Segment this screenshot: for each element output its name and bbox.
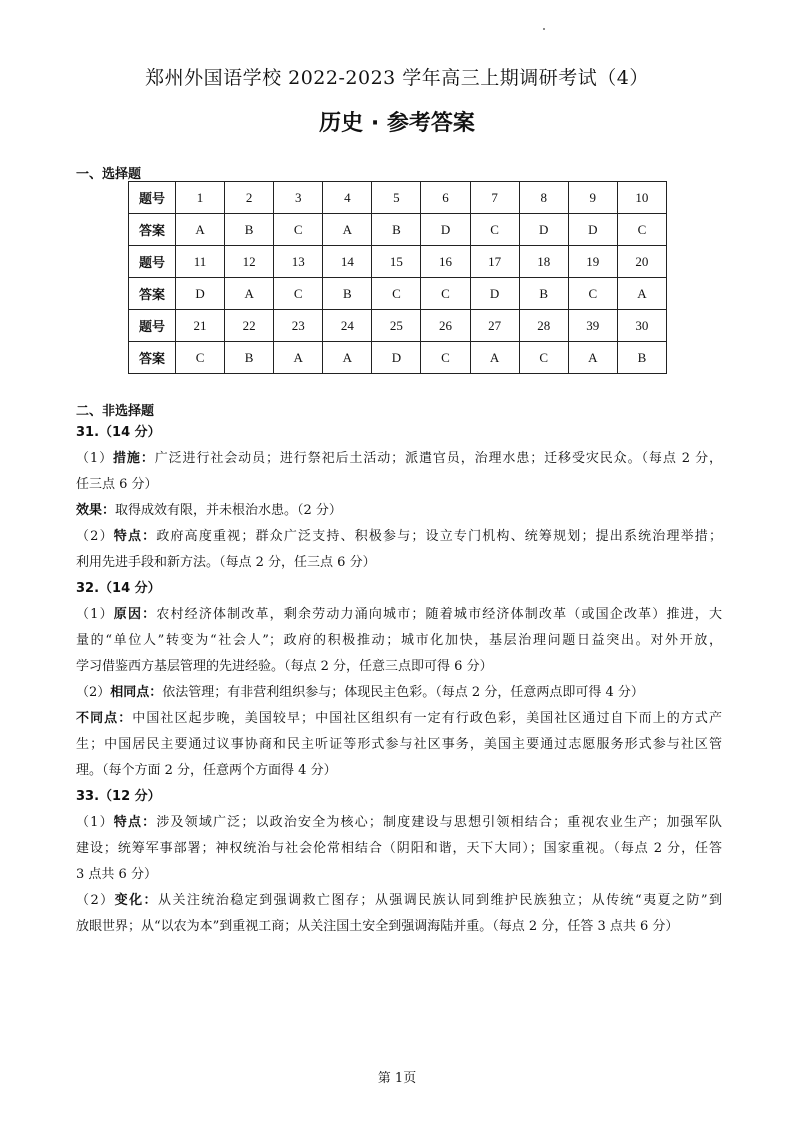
answer-cell: D	[372, 342, 421, 374]
q31-header: 31.（14 分）	[76, 425, 161, 440]
q32-p1-line1: 农村经济体制改革，剩余劳动力涌向城市；随着城市经济体制改革（或国企改革）推进，大	[156, 607, 722, 622]
q32-p1-prefix: （1）	[76, 607, 114, 622]
answer-cell: B	[225, 214, 274, 246]
answer-cell: D	[470, 278, 519, 310]
question-number-cell: 2	[225, 182, 274, 214]
q31-block	[76, 420, 722, 940]
question-number-cell: 9	[568, 182, 617, 214]
q31-p3-line1: 政府高度重视；群众广泛支持、积极参与；设立专门机构、统筹规划；提出系统治理举措；	[156, 529, 722, 544]
answer-cell: B	[372, 214, 421, 246]
q33-p2-label: 变化：	[114, 893, 159, 908]
question-number-cell: 21	[176, 310, 225, 342]
section-2-heading: 二、非选择题	[76, 404, 155, 419]
q33-p1	[76, 810, 722, 836]
q31-p2	[76, 498, 722, 524]
question-number-cell: 4	[323, 182, 372, 214]
q31-p3-label: 特点：	[113, 529, 157, 544]
question-number-cell: 19	[568, 246, 617, 278]
row-label-number: 题号	[129, 246, 176, 278]
question-number-cell: 3	[274, 182, 323, 214]
answer-cell: D	[176, 278, 225, 310]
question-number-cell: 6	[421, 182, 470, 214]
answer-cell: D	[568, 214, 617, 246]
q32-p1-cont2: 学习借鉴西方基层管理的先进经验。（每点 2 分，任意三点即可得 6 分）	[76, 659, 493, 674]
q32-p2	[76, 680, 722, 706]
q33-p1-cont2: 3 点共 6 分）	[76, 867, 157, 882]
exam-title: 郑州外国语学校 2022-2023 学年高三上期调研考试（4）	[145, 67, 649, 89]
question-number-row	[129, 310, 667, 342]
question-number-cell: 12	[225, 246, 274, 278]
answer-cell: C	[176, 342, 225, 374]
q31-p3-cont: 利用先进手段和新方法。（每点 2 分，任三点 6 分）	[76, 555, 376, 570]
q32-p3	[76, 706, 722, 732]
q31-p2-text: 取得成效有限，并未根治水患。（2 分）	[115, 503, 342, 518]
question-number-cell: 8	[519, 182, 568, 214]
question-number-cell: 18	[519, 246, 568, 278]
answer-row	[129, 278, 667, 310]
answer-cell: B	[617, 342, 666, 374]
q32-p3-line1: 中国社区起步晚，美国较早；中国社区组织有一定有行政色彩，美国社区通过自下而上的方式产	[132, 711, 722, 726]
answer-cell: B	[225, 342, 274, 374]
q33-p2-prefix: （2）	[76, 893, 115, 908]
q31-p1-label: 措施：	[113, 451, 155, 466]
q33-p1-prefix: （1）	[76, 815, 114, 830]
q33-p2	[76, 888, 722, 914]
answer-row	[129, 342, 667, 374]
answer-row	[129, 214, 667, 246]
q31-p3-prefix: （2）	[76, 529, 114, 544]
q31-p3	[76, 524, 722, 550]
question-number-row	[129, 182, 667, 214]
answer-cell: B	[323, 278, 372, 310]
answer-cell: C	[617, 214, 666, 246]
question-number-cell: 28	[519, 310, 568, 342]
answer-cell: A	[470, 342, 519, 374]
row-label-answer: 答案	[129, 214, 176, 246]
answer-cell: C	[470, 214, 519, 246]
q33-header: 33.（12 分）	[76, 789, 161, 804]
answer-cell: C	[568, 278, 617, 310]
row-label-answer: 答案	[129, 342, 176, 374]
q32-p2-text: 依法管理；有非营利组织参与；体现民主色彩。（每点 2 分，任意两点即可得 4 分）	[162, 685, 644, 700]
question-number-cell: 15	[372, 246, 421, 278]
question-number-cell: 22	[225, 310, 274, 342]
answer-cell: C	[372, 278, 421, 310]
answer-cell: C	[519, 342, 568, 374]
scan-dot	[543, 28, 545, 30]
answer-cell: C	[421, 342, 470, 374]
answer-cell: C	[274, 214, 323, 246]
question-number-cell: 13	[274, 246, 323, 278]
q33-p2-line1: 从关注统治稳定到强调救亡图存；从强调民族认同到维护民族独立；从传统“夷夏之防”到	[158, 893, 722, 908]
q32-p3-cont1: 生；中国居民主要通过议事协商和民主听证等形式参与社区事务，美国主要通过志愿服务形式参与社区管	[76, 737, 722, 752]
q32-p1-label: 原因：	[113, 607, 157, 622]
q32-p3-label: 不同点：	[76, 711, 133, 726]
answer-cell: A	[274, 342, 323, 374]
q33-p1-cont1: 建设；统筹军事部署；神权统治与社会伦常相结合（阴阳和谐，天下大同）；国家重视。（每点 2 分，任答	[76, 841, 722, 856]
q31-p2-label: 效果：	[76, 503, 116, 518]
section-1-heading: 一、选择题	[76, 167, 142, 182]
row-label-number: 题号	[129, 310, 176, 342]
q32-header: 32.（14 分）	[76, 581, 161, 596]
q32-p2-label: 相同点：	[110, 685, 163, 700]
answer-table	[128, 181, 667, 374]
question-number-cell: 30	[617, 310, 666, 342]
answer-cell: A	[323, 342, 372, 374]
question-number-cell: 25	[372, 310, 421, 342]
answer-cell: C	[421, 278, 470, 310]
question-number-cell: 11	[176, 246, 225, 278]
row-label-answer: 答案	[129, 278, 176, 310]
question-number-cell: 14	[323, 246, 372, 278]
question-number-cell: 27	[470, 310, 519, 342]
page-subtitle: 历史 · 参考答案	[319, 111, 475, 136]
question-number-cell: 23	[274, 310, 323, 342]
answer-cell: D	[519, 214, 568, 246]
question-number-cell: 10	[617, 182, 666, 214]
question-number-row	[129, 246, 667, 278]
q31-p1-cont: 任三点 6 分）	[76, 477, 158, 492]
answer-cell: B	[519, 278, 568, 310]
question-number-cell: 20	[617, 246, 666, 278]
answer-cell: A	[568, 342, 617, 374]
answer-cell: A	[225, 278, 274, 310]
page-number: 第 1页	[377, 1071, 417, 1086]
answer-cell: A	[617, 278, 666, 310]
q32-p3-cont2: 理。（每个方面 2 分，任意两个方面得 4 分）	[76, 763, 337, 778]
question-number-cell: 1	[176, 182, 225, 214]
q31-p1-prefix: （1）	[76, 451, 113, 466]
question-number-cell: 16	[421, 246, 470, 278]
question-number-cell: 17	[470, 246, 519, 278]
q32-p1	[76, 602, 722, 628]
q31-p1	[76, 446, 722, 472]
answer-cell: A	[323, 214, 372, 246]
question-number-cell: 24	[323, 310, 372, 342]
question-number-cell: 39	[568, 310, 617, 342]
answer-cell: D	[421, 214, 470, 246]
q33-p1-label: 特点：	[113, 815, 157, 830]
answer-cell: C	[274, 278, 323, 310]
q31-p1-line1: 广泛进行社会动员；进行祭祀后土活动；派遣官员，治理水患；迁移受灾民众。（每点 2 分，	[154, 451, 722, 466]
row-label-number: 题号	[129, 182, 176, 214]
q32-p2-prefix: （2）	[76, 685, 111, 700]
question-number-cell: 26	[421, 310, 470, 342]
q33-p2-cont: 放眼世界；从“以农为本”到重视工商；从关注国土安全到强调海陆并重。（每点 2 分，任答 3 点共 6 分）	[76, 919, 679, 934]
question-number-cell: 5	[372, 182, 421, 214]
answer-cell: A	[176, 214, 225, 246]
question-number-cell: 7	[470, 182, 519, 214]
q32-p1-cont1: 量的“单位人”转变为“社会人”；政府的积极推动；城市化加快，基层治理问题日益突出。对外开放，	[76, 633, 722, 648]
q33-p1-line1: 涉及领域广泛；以政治安全为核心；制度建设与思想引领相结合；重视农业生产；加强军队	[156, 815, 722, 830]
